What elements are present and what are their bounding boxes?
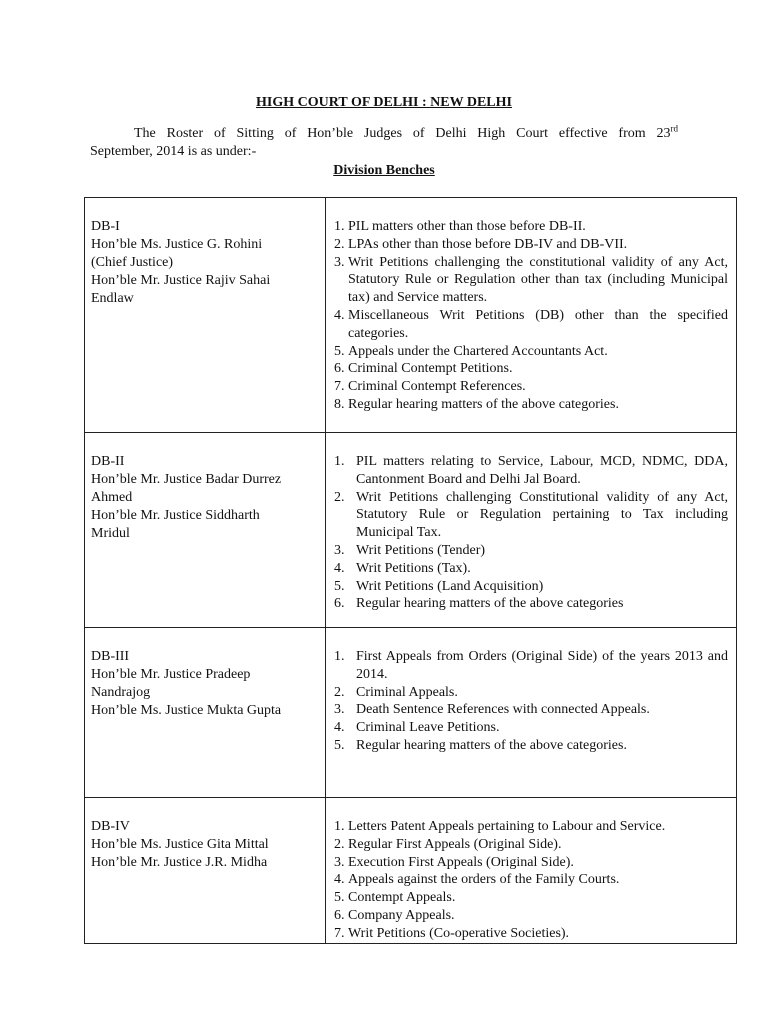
list-item — [334, 854, 728, 872]
bench-name: DB-III — [91, 649, 130, 664]
judge-line: Hon’ble Ms. Justice Gita Mittal — [91, 837, 269, 852]
item-text: Criminal Contempt References. — [348, 379, 526, 395]
item-number: 6. — [334, 361, 345, 377]
judge-line: Ahmed — [91, 490, 133, 505]
bench-cell — [85, 433, 326, 628]
list-item — [334, 907, 728, 925]
list-item — [334, 542, 728, 560]
list-item — [334, 648, 728, 684]
item-number: 5. — [334, 343, 345, 359]
matters-list — [334, 218, 728, 414]
item-text: LPAs other than those before DB-IV and DB-VII. — [348, 236, 628, 252]
matters-list — [334, 648, 728, 755]
intro-line-1 — [90, 125, 678, 143]
bench-cell — [85, 628, 326, 798]
item-number: 4. — [334, 872, 345, 888]
list-item — [334, 560, 728, 578]
item-text: Execution First Appeals (Original Side). — [348, 854, 574, 870]
table-row — [85, 433, 737, 628]
item-text: Contempt Appeals. — [348, 890, 456, 906]
item-number: 4. — [334, 307, 345, 323]
judge-line: Endlaw — [91, 291, 134, 306]
intro-paragraph — [90, 125, 678, 161]
judge-line: Hon’ble Ms. Justice Mukta Gupta — [91, 703, 282, 718]
item-number: 1. — [334, 819, 345, 834]
item-text: Writ Petitions (Land Acquisition) — [356, 578, 544, 594]
item-number: 1. — [334, 219, 345, 234]
document-title: HIGH COURT OF DELHI : NEW DELHI — [256, 95, 512, 110]
item-text: Criminal Leave Petitions. — [356, 720, 500, 736]
item-number: 5. — [334, 890, 345, 906]
item-number: 3. — [334, 254, 345, 270]
list-item — [334, 871, 728, 889]
intro-superscript: rd — [670, 123, 678, 134]
item-number: 3. — [334, 542, 345, 558]
judge-line: Mridul — [91, 526, 130, 541]
list-item — [334, 453, 728, 489]
item-text: Regular First Appeals (Original Side). — [348, 836, 562, 852]
item-text: Letters Patent Appeals pertaining to Labour and Service. — [348, 819, 666, 834]
item-text: Regular hearing matters of the above categories. — [348, 396, 619, 412]
bench-name: DB-II — [91, 454, 125, 469]
list-item — [334, 595, 728, 613]
item-number: 2. — [334, 489, 345, 505]
list-item — [334, 701, 728, 719]
item-number: 3. — [334, 854, 345, 870]
list-item — [334, 343, 728, 361]
item-number: 1. — [334, 454, 345, 469]
item-text: Appeals under the Chartered Accountants Act. — [348, 343, 608, 359]
matters-cell — [326, 433, 737, 628]
matters-cell — [326, 198, 737, 433]
judge-line: Hon’ble Mr. Justice Pradeep — [91, 667, 251, 682]
list-item — [334, 489, 728, 542]
list-item — [334, 684, 728, 702]
intro-line-2: September, 2014 is as under:- — [90, 144, 257, 159]
judge-line: Hon’ble Mr. Justice J.R. Midha — [91, 855, 268, 870]
item-number: 3. — [334, 702, 345, 718]
list-item — [334, 218, 728, 236]
item-text: Death Sentence References with connected Appeals. — [356, 702, 650, 718]
judge-line: Hon’ble Mr. Justice Rajiv Sahai — [91, 273, 271, 288]
item-number: 7. — [334, 379, 345, 395]
bench-name: DB-IV — [91, 819, 130, 834]
item-number: 2. — [334, 684, 345, 700]
item-text: PIL matters relating to Service, Labour, MCD, NDMC, DDA, Cantonment Board and Delhi Jal Board. — [356, 454, 728, 487]
intro-text: The Roster of Sitting of Hon’ble Judges of Delhi High Court effective from 23 — [134, 126, 671, 141]
item-number: 2. — [334, 836, 345, 852]
bench-name: DB-I — [91, 219, 120, 234]
item-number: 6. — [334, 907, 345, 923]
item-text: Company Appeals. — [348, 907, 455, 923]
item-number: 5. — [334, 578, 345, 594]
matters-cell — [326, 628, 737, 798]
matters-list — [334, 453, 728, 613]
judge-line: Hon’ble Mr. Justice Siddharth — [91, 508, 260, 523]
list-item — [334, 719, 728, 737]
list-item — [334, 578, 728, 596]
matters-list — [334, 818, 728, 943]
bench-cell — [85, 798, 326, 944]
table-row — [85, 628, 737, 798]
list-item — [334, 378, 728, 396]
item-text: Appeals against the orders of the Family Courts. — [348, 872, 620, 888]
item-number: 2. — [334, 236, 345, 252]
roster-table — [84, 197, 737, 944]
section-heading: Division Benches — [333, 163, 435, 178]
item-text: Writ Petitions challenging the constitutional validity of any Act, Statutory Rule or Regulation other than tax (including Municipal tax) and Service matters. — [348, 254, 728, 306]
list-item — [334, 889, 728, 907]
item-text: PIL matters other than those before DB-II. — [348, 219, 586, 234]
list-item — [334, 396, 728, 414]
item-text: Regular hearing matters of the above categories. — [356, 737, 627, 753]
item-text: Criminal Contempt Petitions. — [348, 361, 513, 377]
list-item — [334, 737, 728, 755]
judge-line: (Chief Justice) — [91, 255, 174, 270]
item-number: 4. — [334, 560, 345, 576]
item-text: Miscellaneous Writ Petitions (DB) other than the specified categories. — [348, 307, 728, 341]
matters-cell — [326, 798, 737, 944]
table-row — [85, 798, 737, 944]
judge-line: Nandrajog — [91, 685, 151, 700]
item-text: Regular hearing matters of the above categories — [356, 596, 624, 612]
item-text: First Appeals from Orders (Original Side) of the years 2013 and 2014. — [356, 649, 728, 682]
item-text: Writ Petitions (Co-operative Societies). — [348, 925, 570, 941]
item-text: Criminal Appeals. — [356, 684, 458, 700]
judge-line: Hon’ble Ms. Justice G. Rohini — [91, 237, 263, 252]
item-number: 8. — [334, 396, 345, 412]
item-number: 1. — [334, 649, 345, 664]
item-number: 6. — [334, 596, 345, 612]
list-item — [334, 307, 728, 343]
bench-cell — [85, 198, 326, 433]
list-item — [334, 360, 728, 378]
table-row — [85, 198, 737, 433]
judge-line: Hon’ble Mr. Justice Badar Durrez — [91, 472, 282, 487]
item-number: 4. — [334, 720, 345, 736]
item-text: Writ Petitions (Tax). — [356, 560, 471, 576]
list-item — [334, 236, 728, 254]
item-text: Writ Petitions (Tender) — [356, 542, 486, 558]
item-text: Writ Petitions challenging Constitutional validity of any Act, Statutory Rule or Regulation pertaining to Tax including Municipal Tax. — [356, 489, 728, 541]
item-number: 5. — [334, 737, 345, 753]
list-item — [334, 254, 728, 307]
item-number: 7. — [334, 925, 345, 941]
list-item — [334, 836, 728, 854]
list-item — [334, 818, 728, 836]
list-item — [334, 925, 728, 943]
